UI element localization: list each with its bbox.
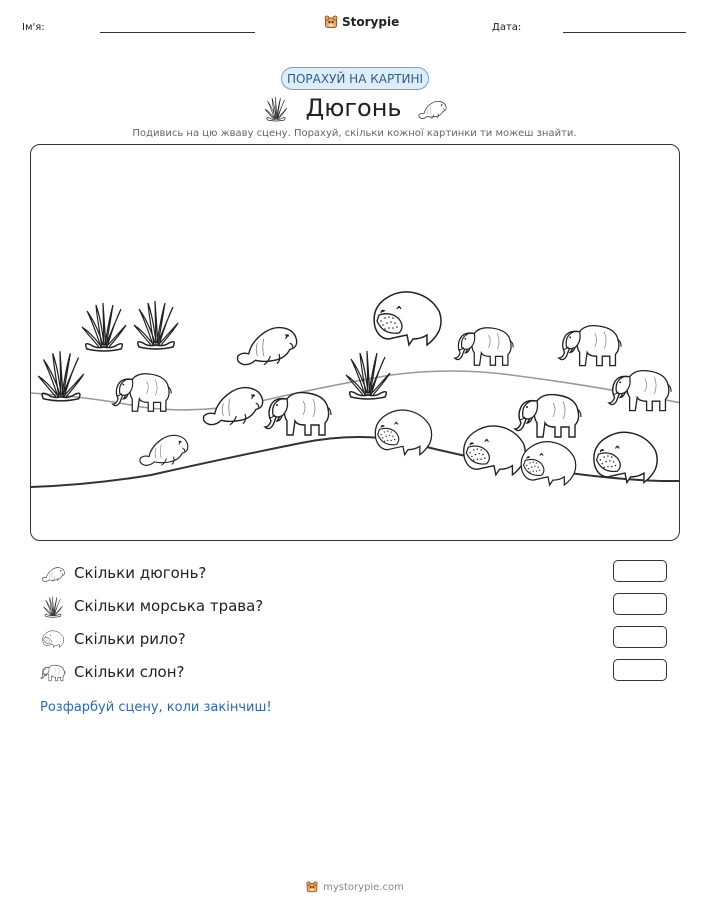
date-line[interactable]	[563, 32, 686, 33]
shore-line	[31, 437, 680, 487]
elephant-icon	[40, 659, 66, 685]
mascot-icon	[323, 14, 339, 30]
count-badge: ПОРАХУЙ НА КАРТИНІ	[281, 67, 429, 90]
footer	[0, 880, 709, 894]
dugong-icon	[416, 95, 448, 121]
coloring-instruction: Розфарбуй сцену, коли закінчиш!	[40, 700, 272, 715]
seagrass	[82, 303, 126, 351]
elephant	[455, 328, 513, 366]
snout	[375, 410, 431, 455]
name-label: Ім'я:	[22, 22, 45, 33]
question-text: Скільки дюгонь?	[74, 564, 207, 582]
answer-box[interactable]	[613, 659, 667, 681]
elephant	[559, 326, 621, 366]
seagrass-icon	[261, 93, 291, 123]
question-text: Скільки морська трава?	[74, 597, 264, 615]
answer-box[interactable]	[613, 593, 667, 615]
question-row	[40, 659, 680, 685]
name-line[interactable]	[100, 32, 255, 33]
question-row	[40, 560, 680, 586]
seagrass-icon	[40, 593, 66, 619]
question-text: Скільки рило?	[74, 630, 186, 648]
question-row	[40, 626, 680, 652]
question-row	[40, 593, 680, 619]
answer-box[interactable]	[613, 560, 667, 582]
answer-box[interactable]	[613, 626, 667, 648]
dugong	[237, 328, 296, 365]
mascot-icon	[305, 880, 319, 894]
seagrass	[346, 351, 390, 399]
brand-name: Storypie	[342, 15, 400, 29]
dugong-icon	[40, 560, 66, 586]
snout	[521, 442, 576, 485]
title-row	[0, 92, 709, 124]
snout-icon	[40, 626, 66, 652]
instructions: Подивись на цю жваву сцену. Порахуй, скільки кожної картинки ти можеш знайти.	[132, 128, 577, 139]
snout	[464, 426, 526, 475]
elephant	[515, 395, 581, 437]
date-label: Дата:	[492, 22, 522, 33]
snout	[594, 432, 657, 482]
dugong	[203, 388, 262, 425]
scene-picture	[30, 144, 680, 541]
elephant	[609, 371, 671, 411]
question-text: Скільки слон?	[74, 663, 185, 681]
footer-url[interactable]: mystorypie.com	[323, 881, 404, 893]
scene-drawing	[31, 145, 680, 541]
seagrass	[134, 301, 178, 349]
seagrass	[38, 351, 83, 401]
brand-logo	[323, 14, 399, 30]
elephant	[265, 393, 331, 435]
elephant	[113, 374, 171, 412]
snout	[374, 292, 441, 345]
dugong	[140, 435, 188, 465]
page-title: Дюгонь	[305, 94, 402, 122]
